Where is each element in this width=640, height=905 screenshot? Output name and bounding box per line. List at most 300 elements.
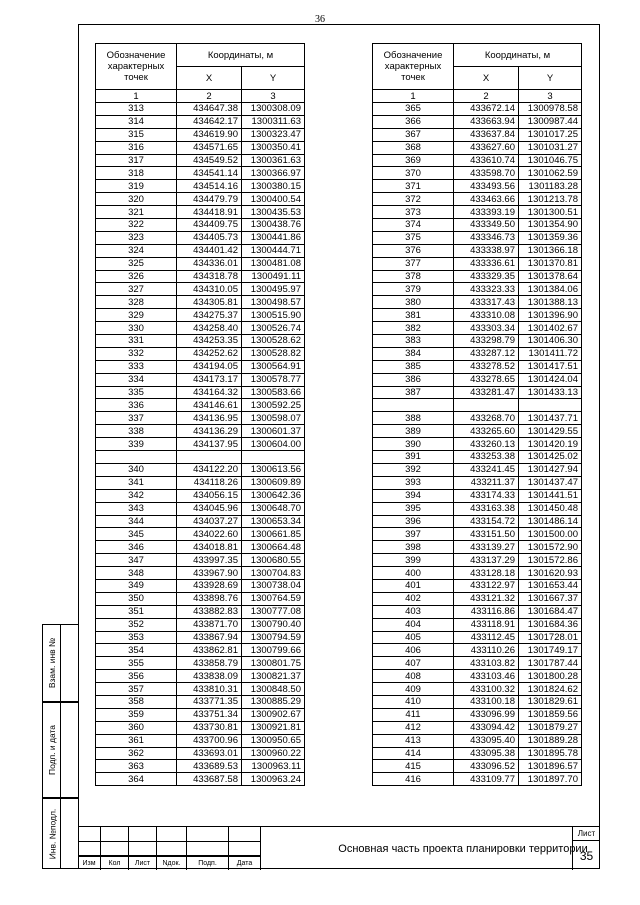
stamp-ndok: Nдок. (156, 856, 186, 870)
side-label-vzam: Взам. инв № (47, 637, 57, 689)
point-id: 383 (373, 335, 454, 348)
coord-x: 433095.38 (454, 747, 519, 760)
point-id: 371 (373, 180, 454, 193)
coord-x: 434275.37 (177, 309, 242, 322)
point-id: 416 (373, 773, 454, 786)
table-row (96, 554, 305, 567)
coord-y: 1300902.67 (242, 708, 305, 721)
coord-x: 433329.35 (454, 270, 519, 283)
side-box-vzam (42, 624, 78, 702)
coord-y: 1300441.86 (242, 231, 305, 244)
coord-y: 1301384.06 (519, 283, 582, 296)
table-row (96, 644, 305, 657)
table-row (373, 708, 582, 721)
coord-y: 1300704.83 (242, 567, 305, 580)
table-row (373, 386, 582, 399)
point-id: 366 (373, 115, 454, 128)
table-row (373, 528, 582, 541)
coord-y: 1300578.77 (242, 373, 305, 386)
coord-x: 433154.72 (454, 515, 519, 528)
coord-x: 434056.15 (177, 489, 242, 502)
point-id: 412 (373, 721, 454, 734)
coord-y: 1301879.27 (519, 721, 582, 734)
coord-x: 433241.45 (454, 463, 519, 476)
point-id: 344 (96, 515, 177, 528)
coord-x: 433118.91 (454, 618, 519, 631)
coord-x: 434318.78 (177, 270, 242, 283)
coord-y: 1301424.04 (519, 373, 582, 386)
coord-x: 433493.56 (454, 180, 519, 193)
point-id: 391 (373, 451, 454, 464)
table-row (373, 515, 582, 528)
point-id: 402 (373, 592, 454, 605)
coord-x: 433610.74 (454, 154, 519, 167)
point-id: 376 (373, 244, 454, 257)
table-row (96, 154, 305, 167)
coord-x: 434418.91 (177, 206, 242, 219)
coord-x: 433139.27 (454, 541, 519, 554)
point-id: 384 (373, 347, 454, 360)
coord-y: 1301897.70 (519, 773, 582, 786)
coord-x: 434305.81 (177, 296, 242, 309)
table-row (373, 283, 582, 296)
coord-y: 1300653.34 (242, 515, 305, 528)
coord-x: 433103.46 (454, 670, 519, 683)
table-row (373, 670, 582, 683)
table-row (96, 451, 305, 464)
coord-x: 433346.73 (454, 231, 519, 244)
point-id: 320 (96, 193, 177, 206)
coord-y: 1300801.75 (242, 657, 305, 670)
coord-x: 434549.52 (177, 154, 242, 167)
table-row (373, 605, 582, 618)
table-row (96, 206, 305, 219)
coord-x: 433858.79 (177, 657, 242, 670)
coord-y: 1300978.58 (519, 103, 582, 116)
coord-y: 1300323.47 (242, 128, 305, 141)
coord-x: 433163.38 (454, 502, 519, 515)
coord-y: 1300308.09 (242, 103, 305, 116)
coord-y: 1301859.56 (519, 708, 582, 721)
point-id: 331 (96, 335, 177, 348)
table-row (96, 373, 305, 386)
table-row (96, 489, 305, 502)
header-col-3: 3 (519, 90, 582, 103)
point-id: 373 (373, 206, 454, 219)
coord-y: 1301895.78 (519, 747, 582, 760)
table-row (373, 347, 582, 360)
coord-x: 433265.60 (454, 425, 519, 438)
coord-x: 433349.50 (454, 219, 519, 232)
sheet-number: 35 (572, 841, 600, 870)
table-row (373, 463, 582, 476)
coord-x: 434173.17 (177, 373, 242, 386)
coord-y: 1301653.44 (519, 579, 582, 592)
coord-y: 1300498.57 (242, 296, 305, 309)
coord-x: 433128.18 (454, 567, 519, 580)
table-row (96, 502, 305, 515)
point-id: 322 (96, 219, 177, 232)
point-id: 324 (96, 244, 177, 257)
table-row (96, 567, 305, 580)
point-id: 401 (373, 579, 454, 592)
point-id: 415 (373, 760, 454, 773)
table-row (373, 322, 582, 335)
point-id: 370 (373, 167, 454, 180)
sheet-label: Лист (572, 827, 600, 841)
coord-x: 434647.38 (177, 103, 242, 116)
coord-x: 433174.33 (454, 489, 519, 502)
table-row (373, 489, 582, 502)
stamp-izm: Изм (78, 856, 100, 870)
coord-y: 1300642.36 (242, 489, 305, 502)
point-id: 334 (96, 373, 177, 386)
point-id: 379 (373, 283, 454, 296)
point-id: 364 (96, 773, 177, 786)
side-box-podp (42, 702, 78, 798)
point-id: 355 (96, 657, 177, 670)
coord-x: 433393.19 (454, 206, 519, 219)
table-row (96, 515, 305, 528)
point-id: 411 (373, 708, 454, 721)
coord-x: 433096.99 (454, 708, 519, 721)
table-row (96, 425, 305, 438)
table-row (373, 579, 582, 592)
coord-y: 1300564.91 (242, 360, 305, 373)
side-box-inv (42, 798, 78, 869)
coord-y: 1300799.66 (242, 644, 305, 657)
point-id: 343 (96, 502, 177, 515)
table-row (96, 360, 305, 373)
coord-y: 1300491.11 (242, 270, 305, 283)
coord-y: 1301402.67 (519, 322, 582, 335)
point-id: 337 (96, 412, 177, 425)
point-id: 353 (96, 631, 177, 644)
table-row (373, 167, 582, 180)
coord-x: 434045.96 (177, 502, 242, 515)
coord-x: 433637.84 (454, 128, 519, 141)
coordinates-table-left (95, 43, 305, 786)
point-id: 382 (373, 322, 454, 335)
header-y: Y (242, 67, 305, 90)
coord-x: 434252.62 (177, 347, 242, 360)
coord-x: 433112.45 (454, 631, 519, 644)
table-row (96, 773, 305, 786)
header-col-3: 3 (242, 90, 305, 103)
coord-x: 433100.18 (454, 695, 519, 708)
point-id: 339 (96, 438, 177, 451)
point-id: 405 (373, 631, 454, 644)
coord-x: 434122.20 (177, 463, 242, 476)
point-id: 356 (96, 670, 177, 683)
coord-x: 433336.61 (454, 257, 519, 270)
coord-x: 434405.73 (177, 231, 242, 244)
coord-x: 433303.34 (454, 322, 519, 335)
table-row (373, 399, 582, 412)
table-row (373, 103, 582, 116)
header-y: Y (519, 67, 582, 90)
table-row (373, 618, 582, 631)
point-id: 313 (96, 103, 177, 116)
point-id: 352 (96, 618, 177, 631)
coord-y: 1301062.59 (519, 167, 582, 180)
coord-x: 433627.60 (454, 141, 519, 154)
coord-y: 1300609.89 (242, 476, 305, 489)
point-id (96, 451, 177, 464)
table-row (373, 412, 582, 425)
coord-y: 1301684.47 (519, 605, 582, 618)
coord-x: 434258.40 (177, 322, 242, 335)
point-id: 362 (96, 747, 177, 760)
coord-y: 1300613.56 (242, 463, 305, 476)
header-col-2: 2 (454, 90, 519, 103)
point-id: 319 (96, 180, 177, 193)
table-row (96, 347, 305, 360)
point-id: 358 (96, 695, 177, 708)
stamp-podp: Подп. (186, 856, 228, 870)
coord-x: 433838.09 (177, 670, 242, 683)
table-row (373, 180, 582, 193)
coord-x: 434118.26 (177, 476, 242, 489)
table-row (96, 128, 305, 141)
table-row (373, 476, 582, 489)
coord-y: 1301800.28 (519, 670, 582, 683)
point-id: 326 (96, 270, 177, 283)
table-row (373, 244, 582, 257)
coord-x: 433871.70 (177, 618, 242, 631)
table-row (373, 721, 582, 734)
coord-y: 1301183.28 (519, 180, 582, 193)
table-row (373, 541, 582, 554)
header-x: X (177, 67, 242, 90)
coord-y: 1300680.55 (242, 554, 305, 567)
header-designation: Обозначение характерных точек (96, 44, 177, 90)
coord-x: 433281.47 (454, 386, 519, 399)
table-row (96, 141, 305, 154)
coord-y: 1301425.02 (519, 451, 582, 464)
point-id: 332 (96, 347, 177, 360)
table-row (96, 463, 305, 476)
coord-y: 1301396.90 (519, 309, 582, 322)
point-id: 385 (373, 360, 454, 373)
coord-x: 434619.90 (177, 128, 242, 141)
point-id: 414 (373, 747, 454, 760)
coord-x: 433689.53 (177, 760, 242, 773)
coord-y: 1301388.13 (519, 296, 582, 309)
top-page-number: 36 (315, 14, 325, 25)
coord-x: 433463.66 (454, 193, 519, 206)
point-id: 406 (373, 644, 454, 657)
point-id: 329 (96, 309, 177, 322)
table-row (373, 657, 582, 670)
coord-y (242, 451, 305, 464)
coord-y: 1300583.66 (242, 386, 305, 399)
coord-y: 1301829.61 (519, 695, 582, 708)
point-id: 381 (373, 309, 454, 322)
coord-y: 1300528.82 (242, 347, 305, 360)
coord-y: 1300598.07 (242, 412, 305, 425)
coord-y: 1300790.40 (242, 618, 305, 631)
coord-y: 1301420.19 (519, 438, 582, 451)
table-row (373, 631, 582, 644)
coord-y: 1300921.81 (242, 721, 305, 734)
table-row (373, 502, 582, 515)
header-coordinates: Координаты, м (454, 44, 582, 67)
coord-y: 1301213.78 (519, 193, 582, 206)
coord-y: 1301411.72 (519, 347, 582, 360)
stamp-list: Лист (128, 856, 156, 870)
table-row (373, 296, 582, 309)
coord-x: 433730.81 (177, 721, 242, 734)
coord-x: 433094.42 (454, 721, 519, 734)
point-id: 387 (373, 386, 454, 399)
point-id: 392 (373, 463, 454, 476)
coord-y: 1301429.55 (519, 425, 582, 438)
point-id: 346 (96, 541, 177, 554)
coord-y: 1300604.00 (242, 438, 305, 451)
table-row (96, 283, 305, 296)
coord-x: 434037.27 (177, 515, 242, 528)
point-id: 359 (96, 708, 177, 721)
coord-x: 433898.76 (177, 592, 242, 605)
coord-x: 434136.29 (177, 425, 242, 438)
coord-x: 433862.81 (177, 644, 242, 657)
side-label-inv: Инв. №подл. (47, 808, 57, 859)
table-row (96, 335, 305, 348)
coord-x: 434310.05 (177, 283, 242, 296)
point-id: 413 (373, 734, 454, 747)
point-id: 386 (373, 373, 454, 386)
coord-x: 433096.52 (454, 760, 519, 773)
coord-x: 433121.32 (454, 592, 519, 605)
point-id: 410 (373, 695, 454, 708)
point-id: 345 (96, 528, 177, 541)
coord-x: 434642.17 (177, 115, 242, 128)
coord-x: 433687.58 (177, 773, 242, 786)
coord-x: 434409.75 (177, 219, 242, 232)
table-row (96, 438, 305, 451)
coord-y: 1301441.51 (519, 489, 582, 502)
table-row (373, 193, 582, 206)
table-row (373, 592, 582, 605)
coord-x: 433997.35 (177, 554, 242, 567)
coord-y: 1301354.90 (519, 219, 582, 232)
coord-y: 1300495.97 (242, 283, 305, 296)
point-id: 403 (373, 605, 454, 618)
table-row (96, 103, 305, 116)
table-row (96, 721, 305, 734)
coord-y: 1300366.97 (242, 167, 305, 180)
coord-y: 1301300.51 (519, 206, 582, 219)
point-id: 327 (96, 283, 177, 296)
coord-y: 1301427.94 (519, 463, 582, 476)
point-id: 338 (96, 425, 177, 438)
coord-y: 1300764.59 (242, 592, 305, 605)
point-id: 325 (96, 257, 177, 270)
table-row (373, 554, 582, 567)
point-id: 378 (373, 270, 454, 283)
table-row (373, 206, 582, 219)
point-id: 354 (96, 644, 177, 657)
point-id: 374 (373, 219, 454, 232)
coord-y: 1301728.01 (519, 631, 582, 644)
coord-y: 1300601.37 (242, 425, 305, 438)
table-row (96, 322, 305, 335)
coord-x: 433137.29 (454, 554, 519, 567)
coord-x: 433693.01 (177, 747, 242, 760)
table-row (373, 644, 582, 657)
table-row (96, 618, 305, 631)
coord-x: 433810.31 (177, 683, 242, 696)
point-id: 409 (373, 683, 454, 696)
coord-x: 433298.79 (454, 335, 519, 348)
coord-y: 1301486.14 (519, 515, 582, 528)
table-row (373, 425, 582, 438)
coord-y: 1301749.17 (519, 644, 582, 657)
point-id: 363 (96, 760, 177, 773)
coord-y: 1301667.37 (519, 592, 582, 605)
coord-x: 433663.94 (454, 115, 519, 128)
coord-y: 1301378.64 (519, 270, 582, 283)
table-row (96, 309, 305, 322)
point-id: 321 (96, 206, 177, 219)
coord-y: 1300885.29 (242, 695, 305, 708)
coord-x: 434571.65 (177, 141, 242, 154)
coord-y: 1300444.71 (242, 244, 305, 257)
coord-y: 1301896.57 (519, 760, 582, 773)
table-row (96, 670, 305, 683)
coord-y: 1300481.08 (242, 257, 305, 270)
coord-x: 434479.79 (177, 193, 242, 206)
coord-x: 433598.70 (454, 167, 519, 180)
title-block (78, 826, 600, 870)
point-id: 314 (96, 115, 177, 128)
point-id: 368 (373, 141, 454, 154)
coord-x: 434253.35 (177, 335, 242, 348)
coord-x: 433928.69 (177, 579, 242, 592)
coord-x: 433317.43 (454, 296, 519, 309)
coord-y (519, 399, 582, 412)
coord-x: 434541.14 (177, 167, 242, 180)
point-id: 348 (96, 567, 177, 580)
table-row (373, 335, 582, 348)
coord-y: 1301437.71 (519, 412, 582, 425)
coord-y: 1300435.53 (242, 206, 305, 219)
table-row (373, 451, 582, 464)
table-row (96, 115, 305, 128)
table-row (96, 296, 305, 309)
table-row (373, 683, 582, 696)
coord-y: 1301417.51 (519, 360, 582, 373)
table-row (96, 760, 305, 773)
coord-x: 434022.60 (177, 528, 242, 541)
coord-y: 1301572.86 (519, 554, 582, 567)
coord-x: 433751.34 (177, 708, 242, 721)
table-row (96, 605, 305, 618)
coord-x (454, 399, 519, 412)
point-id: 335 (96, 386, 177, 399)
header-col-1: 1 (373, 90, 454, 103)
table-row (96, 270, 305, 283)
coord-x: 433109.77 (454, 773, 519, 786)
coord-x: 433122.97 (454, 579, 519, 592)
table-row (96, 257, 305, 270)
header-coordinates: Координаты, м (177, 44, 305, 67)
point-id: 372 (373, 193, 454, 206)
coord-y: 1300380.15 (242, 180, 305, 193)
coord-y: 1300664.48 (242, 541, 305, 554)
coord-x: 433268.70 (454, 412, 519, 425)
